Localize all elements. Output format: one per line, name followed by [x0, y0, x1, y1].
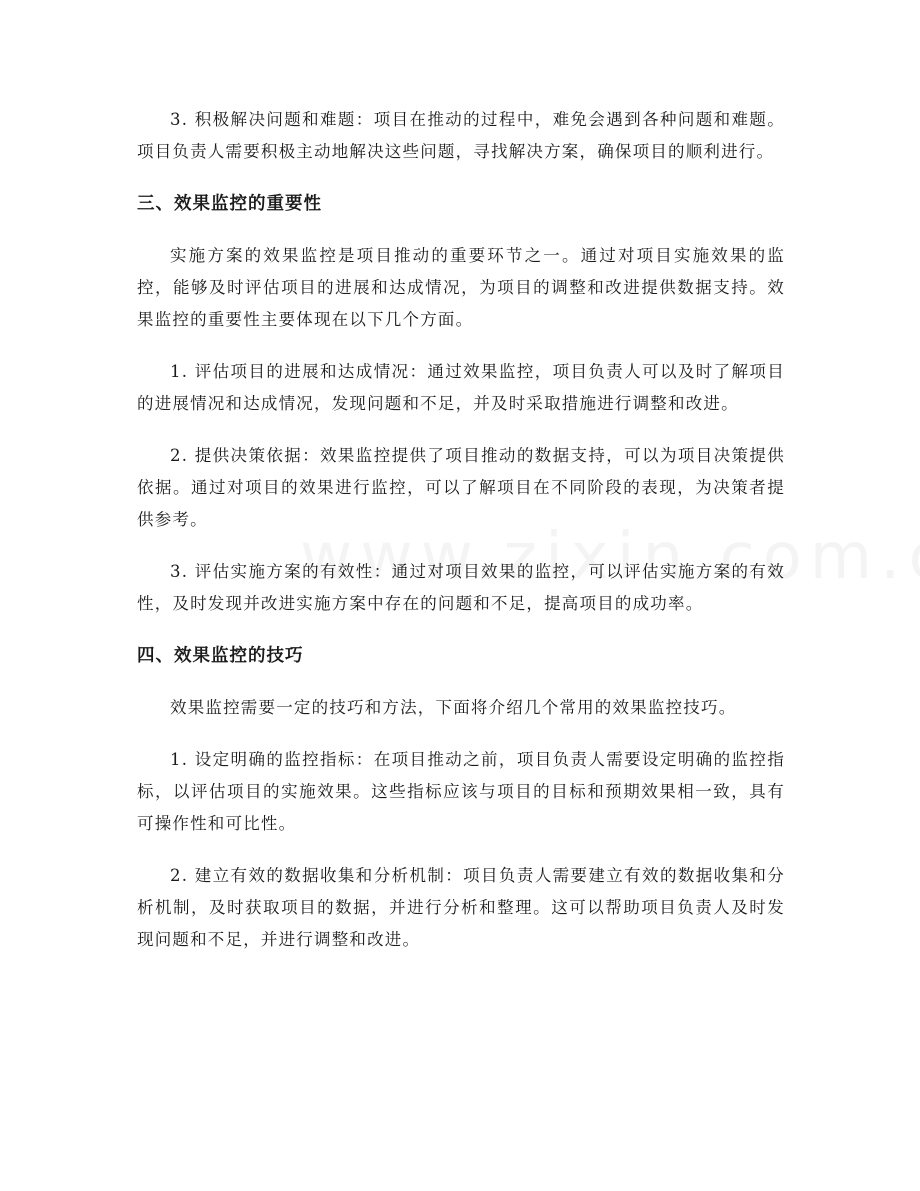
document-body — [137, 104, 785, 976]
paragraph-techniques-intro: 效果监控需要一定的技巧和方法，下面将介绍几个常用的效果监控技巧。 — [170, 698, 737, 717]
paragraph-set-indicators: 1. 设定明确的监控指标：在项目推动之前，项目负责人需要设定明确的监控指标，以评估项目的实施效果。这些指标应该与项目的目标和预期效果相一致，具有可操作性和可比性。 — [137, 750, 785, 833]
paragraph-problem-solving: 3. 积极解决问题和难题：项目在推动的过程中，难免会遇到各种问题和难题。项目负责人需要积极主动地解决这些问题，寻找解决方案，确保项目的顺利进行。 — [137, 110, 785, 161]
paragraph-data-mechanism: 2. 建立有效的数据收集和分析机制：项目负责人需要建立有效的数据收集和分析机制，及时获取项目的数据，并进行分析和整理。这可以帮助项目负责人及时发现问题和不足，并进行调整和改进。 — [137, 866, 785, 949]
paragraph-decision-basis: 2. 提供决策依据：效果监控提供了项目推动的数据支持，可以为项目决策提供依据。通过对项目的效果进行监控，可以了解项目在不同阶段的表现，为决策者提供参考。 — [137, 446, 785, 529]
paragraph-monitoring-intro: 实施方案的效果监控是项目推动的重要环节之一。通过对项目实施效果的监控，能够及时评估项目的进展和达成情况，为项目的调整和改进提供数据支持。效果监控的重要性主要体现在以下几个方面。 — [137, 246, 785, 329]
section-heading-monitoring-techniques: 四、效果监控的技巧 — [137, 646, 304, 666]
paragraph-assess-effectiveness: 3. 评估实施方案的有效性：通过对项目效果的监控，可以评估实施方案的有效性，及时发现并改进实施方案中存在的问题和不足，提高项目的成功率。 — [137, 562, 785, 613]
section-heading-monitoring-importance: 三、效果监控的重要性 — [137, 194, 322, 214]
paragraph-assess-progress: 1. 评估项目的进展和达成情况：通过效果监控，项目负责人可以及时了解项目的进展情况和达成情况，发现问题和不足，并及时采取措施进行调整和改进。 — [137, 362, 785, 413]
